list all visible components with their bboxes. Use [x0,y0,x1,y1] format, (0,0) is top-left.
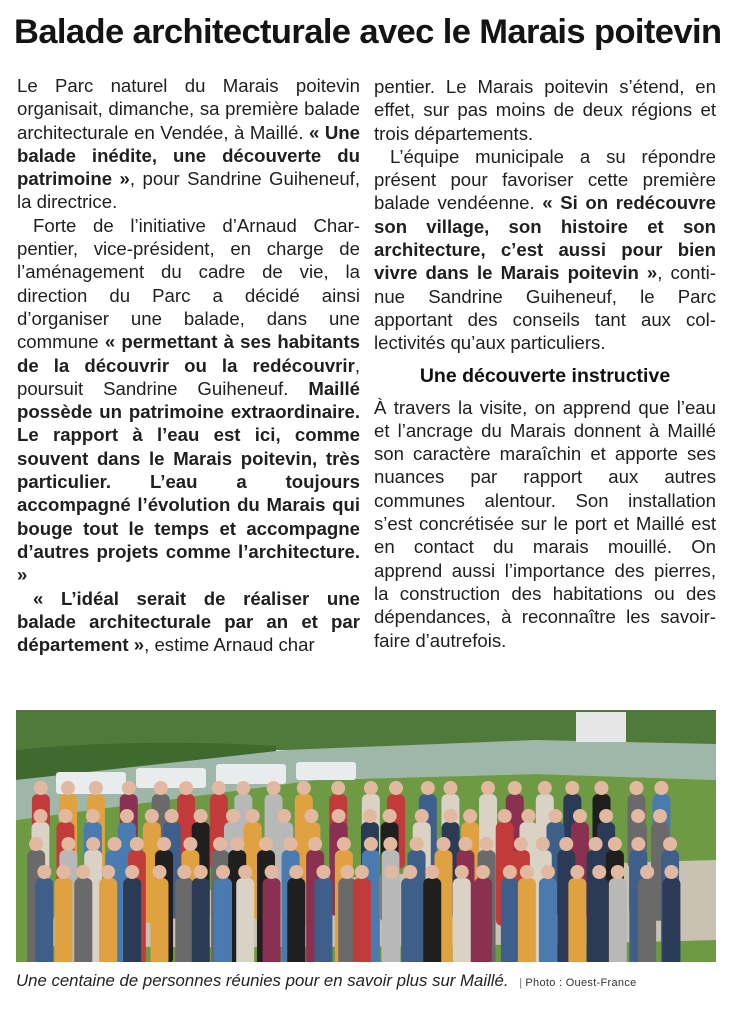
crowd-person-head [536,837,550,851]
crowd-person-head [230,837,244,851]
crowd-person-body [501,878,519,962]
initiative-attribution: , poursuit Sandrine Guiheneuf. [17,354,360,399]
crowd-person-body [423,878,441,962]
intro-attribution: , pour Sandrine Guiheneuf, la directrice. [17,168,361,213]
crowd-person-body [609,878,627,962]
crowd-person-head [355,865,369,879]
credit-separator: | [519,977,523,989]
crowd-person-head [410,837,424,851]
crowd-person-head [194,865,208,879]
crowd-person-body [74,878,92,962]
article-column-right [374,75,716,652]
crowd-person-head [503,865,517,879]
crowd-person-head [316,865,330,879]
crowd-person-head [653,809,667,823]
crowd-person-body [539,878,557,962]
crowd-person-head [145,809,159,823]
crowd-person-head [108,837,122,851]
initiative-text: Forte de l’initiative d’Arnaud Charpentier, vice-président, en charge de l’aménagement du cadre de vie, la direction du Parc a décidé ainsi d’organiser une balade, dans une commune [17,214,360,353]
municipal-quote: « Si on redécouvre son village, son histoire et son architecture, c’est aussi pour bien vivre dans le Marais poitevin » [374,192,716,284]
crowd-person-head [56,865,70,879]
crowd-person-head [520,865,534,879]
municipal-attribution: , continue Sandrine Guiheneuf, le Parc apportant des conseils tant aux collectivités qu’aux particuliers. [374,262,716,354]
crowd-person-head [267,781,281,795]
crowd-person-head [383,837,397,851]
crowd-person-head [640,865,654,879]
crowd-person-head [599,809,613,823]
crowd-person-head [332,809,346,823]
crowd-person-head [654,781,668,795]
initiative-quote: « permettant à ses habitants de la découvrir ou la redécouvrir [17,331,360,376]
crowd-person-body [150,878,168,962]
crowd-person-head [61,837,75,851]
crowd-person-body [236,878,254,962]
crowd-person-head [631,809,645,823]
crowd-person-head [89,781,103,795]
crowd-person-head [538,781,552,795]
crowd-person-head [559,837,573,851]
crowd-person-head [238,865,252,879]
crowd-person-head [340,865,354,879]
crowd-person-head [608,837,622,851]
crowd-person-body [382,878,400,962]
crowd-person-head [589,837,603,851]
crowd-person-head [236,781,250,795]
article-column-left [17,74,360,656]
crowd-person-head [463,809,477,823]
crowd-person-body [214,878,232,962]
crowd-person-body [54,878,72,962]
crowd-person-head [631,837,645,851]
crowd-person-body [453,878,471,962]
crowd-person-head [476,865,490,879]
crowd-person-head [308,837,322,851]
crowd-person-head [565,781,579,795]
intro-text: Le Parc naturel du Marais poitevin organisait, dimanche, sa première balade architecturale en Vendée, à Maillé. [17,75,360,143]
crowd-person-head [480,837,494,851]
article-headline: Balade architecturale avec le Marais poitevin [14,13,722,51]
crowd-person-head [363,809,377,823]
crowd-person-body [590,878,608,962]
crowd-person-head [389,781,403,795]
crowd-person-head [86,837,100,851]
crowd-person-head [130,837,144,851]
crowd-person-head [213,837,227,851]
crowd-person-head [304,809,318,823]
crowd-person-head [125,865,139,879]
crowd-person-head [259,837,273,851]
crowd-person-body [662,878,680,962]
crowd-person-head [284,837,298,851]
crowd-person-body [353,878,371,962]
crowd-person-head [594,781,608,795]
paragraph-initiative [17,214,360,587]
crowd-person-body [123,878,141,962]
crowd-person-head [179,781,193,795]
group-photo-illustration [16,710,716,962]
caption-text: Une centaine de personnes réunies pour en savoir plus sur Maillé. [16,971,509,990]
crowd-person-head [415,809,429,823]
crowd-person-head [364,837,378,851]
crowd-person-body [518,878,536,962]
crowd-person-head [455,865,469,879]
crowd-person-head [122,781,136,795]
crowd-person-head [663,837,677,851]
crowd-person-head [58,809,72,823]
crowd-person-head [289,865,303,879]
crowd-person-head [384,865,398,879]
crowd-person-head [101,865,115,879]
paragraph-regions: pentier. Le Marais poitevin s’étend, en effet, sur pas moins de deux régions et trois départements. [374,76,716,144]
photo-van [576,712,626,742]
crowd-person-body [314,878,332,962]
crowd-person-head [86,809,100,823]
crowd-person-body [568,878,586,962]
crowd-person-head [481,781,495,795]
crowd-person-head [37,865,51,879]
crowd-person-head [331,781,345,795]
crowd-person-head [61,781,75,795]
crowd-person-head [364,781,378,795]
crowd-person-head [297,781,311,795]
crowd-person-head [508,781,522,795]
crowd-person-head [443,781,457,795]
crowd-person-head [425,865,439,879]
crowd-person-head [514,837,528,851]
crowd-person-head [570,865,584,879]
crowd-person-head [165,809,179,823]
group-photo [16,710,716,962]
crowd-person-head [152,865,166,879]
crowd-person-head [548,809,562,823]
crowd-person-head [421,781,435,795]
crowd-person-head [383,809,397,823]
crowd-person-head [611,865,625,879]
crowd-person-body [263,878,281,962]
photo-credit [519,977,636,989]
municipal-text: L’équipe municipale a su répondre présent pour favoriser cette première balade vendéenne. [374,145,716,214]
crowd-person-head [157,837,171,851]
crowd-person-head [437,837,451,851]
crowd-person-head [403,865,417,879]
credit-text: Photo : Ouest-France [525,977,637,989]
crowd-person-head [444,809,458,823]
paragraph-visit: À travers la visite, on apprend que l’eau et l’ancrage du Marais donnent à Maillé son caractère maraîchin et apporte ses nuances par rapport aux autres communes alentour. Son installation s’est concrétisée sur le port et Maillé est en contact du marais mouillé. On apprend aussi l’importance des pierres, la construction des habitations ou des dépendances, à reconnaître les savoir-faire d’autrefois. [374,396,716,651]
crowd-person-body [99,878,117,962]
crowd-person-head [194,809,208,823]
section-subheading: Une découverte instructive [419,364,671,387]
crowd-person-head [76,865,90,879]
crowd-person-head [573,809,587,823]
crowd-person-body [35,878,53,962]
paragraph-intro [17,74,360,214]
crowd-person-head [277,809,291,823]
intro-quote: « Une balade inédite, une découverte du patrimoine » [17,121,360,190]
crowd-person-head [34,809,48,823]
crowd-person-head [154,781,168,795]
crowd-person-body [638,878,656,962]
ideal-quote: « L’idéal serait de réaliser une balade architecturale par an et par département » [17,587,360,656]
crowd-person-body [474,878,492,962]
crowd-person-head [226,809,240,823]
crowd-person-body [401,878,419,962]
crowd-person-head [216,865,230,879]
crowd-person-head [29,837,43,851]
initiative-quote-continued: Maillé possède un patrimoine extraordinaire. Le rapport à l’eau est ici, comme souvent dans le Marais poitevin, très particulier. L’eau a toujours accompagné l’évolution du Marais qui bouge tout le temps et accompagne d’autres projets comme l’architecture. » [17,377,360,586]
crowd-person-body [287,878,305,962]
ideal-attribution: , estime Arnaud char [144,634,315,656]
crowd-person-head [183,837,197,851]
crowd-person-head [541,865,555,879]
crowd-person-head [592,865,606,879]
crowd-person-head [521,809,535,823]
crowd-person-head [629,781,643,795]
crowd-person-head [664,865,678,879]
crowd-person-head [265,865,279,879]
crowd-person-head [212,781,226,795]
crowd-person-body [192,878,210,962]
crowd-person-head [34,781,48,795]
crowd-person-head [498,809,512,823]
photo-caption [16,970,716,994]
crowd-person-head [120,809,134,823]
paragraph-municipal [374,145,716,355]
crowd-person-head [246,809,260,823]
paragraph-ideal [17,587,360,657]
crowd-person-head [337,837,351,851]
crowd-person-head [177,865,191,879]
crowd-person-head [458,837,472,851]
crowd-person-body [175,878,193,962]
